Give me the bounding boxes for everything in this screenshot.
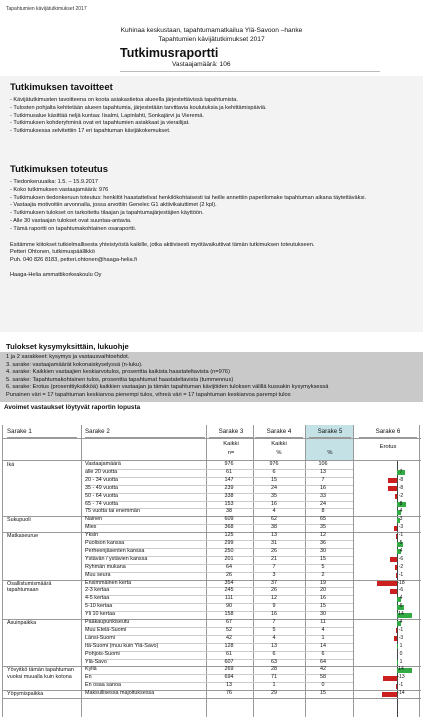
difference-value: 8 — [399, 500, 403, 507]
event-percent: 15 — [320, 603, 326, 610]
method-heading: Tutkimuksen toteutus — [10, 164, 108, 175]
goals-section — [10, 82, 415, 136]
row-label: 50 - 64 vuotta — [85, 492, 118, 499]
total-count: 26 — [226, 571, 232, 578]
total-percent: 12 — [271, 595, 277, 602]
difference-value: -3 — [398, 634, 404, 641]
total-percent: 62 — [271, 516, 277, 523]
note-line: Punainen väri = 17 tapahtuman keskiarvoa pienempi tulos, vihreä väri = 17 tapahtuman keskiarvoa parempi tulos — [6, 391, 291, 398]
table-row — [3, 666, 421, 674]
total-percent: 5 — [272, 626, 276, 633]
total-percent: 71 — [271, 674, 277, 681]
event-percent: 64 — [320, 658, 326, 665]
event-percent: 35 — [320, 524, 326, 531]
total-count: 269 — [224, 666, 234, 673]
total-count: 111 — [224, 595, 234, 602]
event-percent: 8 — [321, 508, 325, 515]
row-label: Pääkaupunkiseutu — [85, 619, 130, 625]
group-name: Osallistumismäärä tapahtumaan — [7, 580, 52, 593]
total-count: 61 — [226, 650, 232, 657]
difference-value: -1 — [398, 532, 404, 539]
total-percent: 16 — [271, 611, 277, 618]
difference-value: 4 — [399, 508, 403, 515]
table-row — [3, 627, 421, 635]
total-percent: 7 — [272, 619, 276, 625]
subhead: n= — [227, 450, 235, 456]
results-title: Tulokset kysymyksittäin, lukuohje — [6, 342, 129, 351]
table-row — [3, 556, 421, 564]
difference-bar-negative — [383, 676, 397, 681]
row-label: En — [85, 674, 92, 681]
table-row — [3, 485, 421, 493]
table-row — [3, 587, 421, 595]
difference-value: -6 — [398, 587, 404, 594]
table-row — [3, 540, 421, 548]
event-percent: 30 — [320, 547, 326, 554]
row-label: 20 - 34 vuotta — [85, 476, 118, 483]
total-percent: 37 — [271, 579, 277, 586]
total-count: 128 — [224, 642, 234, 649]
reading-notes — [0, 352, 423, 402]
difference-value: -1 — [398, 626, 404, 633]
total-count: 76 — [226, 690, 232, 697]
results-table — [2, 425, 420, 717]
table-row — [3, 572, 421, 580]
method-section — [10, 164, 415, 280]
difference-value: 5 — [399, 540, 403, 546]
table-row — [3, 461, 421, 469]
event-percent: 2 — [321, 571, 325, 578]
thanks-text: Esitämme kiitokset tutkielmallisesta yhteistyöstä kaikille, jotka aktiivisesti myötävaikuttivat tämän tutkimuksen toteutukseen. — [10, 241, 315, 248]
difference-value: -1 — [398, 571, 404, 578]
row-label: Yli 10 kertaa — [85, 611, 115, 618]
total-percent: 28 — [271, 666, 277, 673]
row-label: Ystävän / ystävien kanssa — [85, 555, 148, 562]
column-header: Sarake 5 — [309, 425, 351, 438]
column-header: Sarake 2 — [85, 425, 205, 438]
table-row — [3, 501, 421, 509]
event-percent: 58 — [320, 674, 326, 681]
total-count: 694 — [224, 674, 234, 681]
row-label: Ensimmäinen kerta — [85, 579, 132, 586]
total-count: 64 — [226, 563, 232, 570]
table-row — [3, 493, 421, 501]
row-label: alle 20 vuotta — [85, 468, 118, 475]
total-percent: 35 — [271, 492, 277, 499]
row-label: Länsi-Suomi — [85, 634, 115, 641]
total-percent: 63 — [271, 658, 277, 665]
row-label: Itä-Suomi (muu kuin Ylä-Savo) — [85, 642, 159, 649]
table-row — [3, 508, 421, 516]
event-percent: 65 — [320, 516, 326, 523]
event-percent: 13 — [320, 468, 326, 475]
event-percent: 0 — [321, 682, 325, 689]
difference-value: 4 — [399, 547, 403, 554]
event-percent: 6 — [321, 650, 325, 657]
event-percent: 4 — [321, 626, 325, 633]
method-line: - Vastaajia motivoitiin arvonnalla, jossa arvottiin Genelec G1 aktiivikaiuttimet (2 kpl). — [10, 202, 217, 209]
event-percent: 11 — [320, 619, 326, 625]
row-label: Kyllä — [85, 666, 97, 673]
total-percent: 38 — [271, 524, 277, 531]
row-label: Maksullisessa majoituksessa — [85, 690, 155, 697]
event-percent: 7 — [321, 476, 325, 483]
open-answers-note: Avoimet vastaukset löytyvät raportin lopusta — [4, 403, 141, 411]
total-percent: 31 — [271, 540, 277, 546]
method-line: - Tutkimuksen tiedonkeruun toteutus: henkilöt haastattelivat henkilökohtaisesti tai heille annettiin paperilomake tapahtuman aikana täytettäväksi. — [10, 194, 367, 201]
table-row — [3, 619, 421, 627]
total-percent: 4 — [272, 634, 276, 641]
note-line: 6. sarake: Erotus (prosenttiyksikköä) kaikkien vastaajan ja tämän tapahtuman kävijöiden tuloksen välillä kussakin kysymyksessä — [6, 384, 329, 391]
total-percent: 24 — [271, 484, 277, 491]
row-label: Perheenjäsenten kanssa — [85, 547, 145, 554]
method-line: - Koko tutkimuksen vastaajamäärä: 976 — [10, 186, 109, 193]
table-row — [3, 690, 421, 698]
difference-value: 4 — [399, 619, 403, 625]
contact-line: Petteri Ohtonen, tutkimuspäällikkö — [10, 249, 95, 256]
table-row — [3, 564, 421, 572]
row-label: 75 vuotta tai enemmän — [85, 508, 140, 515]
total-count: 147 — [224, 476, 234, 483]
total-count: 52 — [226, 626, 232, 633]
table-row — [3, 651, 421, 659]
difference-value: 3 — [399, 516, 403, 523]
total-count: 368 — [224, 524, 234, 531]
table-row — [3, 524, 421, 532]
total-percent: 21 — [271, 555, 277, 562]
group-divider — [3, 698, 421, 699]
event-percent: 33 — [320, 492, 326, 499]
difference-value: -3 — [398, 524, 404, 531]
total-count: 354 — [224, 579, 234, 586]
title-row — [120, 46, 380, 72]
event-percent: 15 — [320, 690, 326, 697]
total-percent: 1 — [272, 682, 276, 689]
contact-line: Puh. 040 826 8183, petteri.ohtonen@haaga-helia.fi — [10, 257, 137, 264]
difference-value: 14 — [398, 666, 404, 673]
difference-value: -8 — [398, 476, 404, 483]
goals-line: - Tulosten pohjalta kehitetään alueen tapahtumia, järjestetään tarvittavia koulutuksia ja kehittämispäiviä. — [10, 104, 267, 111]
difference-value: 14 — [398, 611, 404, 618]
total-count: 338 — [224, 492, 234, 499]
total-percent: 16 — [271, 500, 277, 507]
event-percent: 36 — [320, 540, 326, 546]
total-count: 609 — [224, 516, 234, 523]
table-row — [3, 682, 421, 690]
row-label: 4-5 kertaa — [85, 595, 110, 602]
goals-heading: Tutkimuksen tavoitteet — [10, 82, 113, 93]
difference-value: -8 — [398, 484, 404, 491]
total-percent: 26 — [271, 587, 277, 594]
table-row — [3, 477, 421, 485]
total-count: 13 — [226, 682, 232, 689]
difference-value: 1 — [399, 642, 403, 649]
table-row — [3, 674, 421, 682]
document-tag: Tapahtumien kävijätutkimukset 2017 — [6, 6, 87, 12]
column-header: Sarake 4 — [255, 425, 303, 438]
event-percent: 12 — [320, 532, 326, 539]
method-line: - Alle 30 vastaajan tulokset ovat suuntaa-antavia. — [10, 217, 132, 224]
goals-line: - Tutkimuksessa selvitettiin 17 eri tapahtuman kävijäkokemukset. — [10, 128, 171, 135]
event-percent: 30 — [320, 611, 326, 618]
table-row — [3, 580, 421, 588]
row-label: Puolison kanssa — [85, 540, 125, 546]
difference-value: -1 — [398, 682, 404, 689]
total-percent: 7 — [272, 563, 276, 570]
event-percent: 24 — [320, 500, 326, 507]
event-percent: 42 — [320, 666, 326, 673]
method-line: - Tiedonkeruuaika: 1.5. – 15.9.2017 — [10, 179, 99, 185]
event-percent: 14 — [320, 642, 326, 649]
difference-value: -14 — [397, 690, 405, 697]
difference-value: -18 — [397, 579, 405, 586]
header-divider — [3, 438, 421, 439]
subhead: Kaikki — [271, 441, 287, 447]
difference-value: -2 — [398, 492, 404, 499]
difference-value: 4 — [399, 595, 403, 602]
group-name: Ikä — [7, 462, 15, 468]
difference-value: 0 — [399, 650, 403, 657]
total-count: 250 — [224, 547, 234, 554]
total-count: 201 — [224, 555, 234, 562]
total-percent: 26 — [271, 547, 277, 554]
row-label: Nainen — [85, 516, 103, 523]
total-percent: 3 — [272, 571, 276, 578]
total-count: 245 — [224, 587, 234, 594]
event-percent: 106 — [318, 461, 328, 467]
row-label: 2-3 kertaa — [85, 587, 110, 594]
row-label: Vastaajamäärä — [85, 461, 121, 467]
row-label: 5-10 kertaa — [85, 603, 113, 610]
event-percent: 1 — [321, 634, 325, 641]
subhead: % — [327, 450, 333, 456]
goals-line: - Tutkimusalue käsittää neljä kuntaa: Iisalmi, Lapinlahti, Sonkajärvi ja Vieremä. — [10, 112, 204, 119]
total-percent: 976 — [269, 461, 279, 467]
total-count: 38 — [226, 508, 232, 515]
total-count: 299 — [224, 540, 234, 546]
respondent-count: Vastaajamäärä: 106 — [172, 61, 231, 68]
goals-line: - Kävijätutkimusten tavoitteena on koota asiakastietoa alueella järjestettävissä tapahtumista. — [10, 97, 238, 103]
table-row — [3, 603, 421, 611]
difference-value: 1 — [399, 658, 403, 665]
event-percent: 5 — [321, 563, 325, 570]
total-count: 125 — [224, 532, 234, 539]
table-row — [3, 659, 421, 667]
total-percent: 13 — [271, 642, 277, 649]
total-count: 239 — [224, 484, 234, 491]
difference-value: 7 — [399, 468, 403, 475]
event-percent: 15 — [320, 555, 326, 562]
table-row — [3, 643, 421, 651]
table-row — [3, 611, 421, 619]
total-percent: 9 — [272, 603, 276, 610]
table-row — [3, 595, 421, 603]
column-header: Sarake 6 — [359, 425, 417, 438]
total-percent: 4 — [272, 508, 276, 515]
report-header — [0, 26, 423, 44]
table-row — [3, 532, 421, 540]
contact-line: Haaga-Helia ammattikorkeakoulu Oy — [10, 271, 102, 278]
total-count: 90 — [226, 603, 232, 610]
row-label: 35 - 49 vuotta — [85, 484, 118, 491]
difference-value: -2 — [398, 563, 404, 570]
table-row — [3, 469, 421, 477]
table-row — [3, 548, 421, 556]
total-percent: 29 — [271, 690, 277, 697]
event-percent: 16 — [320, 484, 326, 491]
method-line: - Tutkimuksen tulokset on tarkoitettu tilaajan ja tapahtumajärjestäjien käyttöön. — [10, 210, 204, 217]
difference-bar-negative — [377, 581, 397, 586]
group-name: Matkaseurue — [7, 533, 39, 540]
total-count: 976 — [224, 461, 234, 467]
difference-value: -13 — [397, 674, 405, 681]
total-count: 158 — [224, 611, 234, 618]
total-percent: 13 — [271, 532, 277, 539]
subhead: Kaikki — [223, 441, 239, 447]
row-label: Yksin — [85, 532, 99, 539]
note-line: 1 ja 2 sarakkeet: kysymys ja vastausvaihtoehdot. — [6, 354, 130, 360]
total-count: 67 — [226, 619, 232, 625]
total-percent: 6 — [272, 650, 276, 657]
event-percent: 19 — [320, 579, 326, 586]
event-percent: 20 — [320, 587, 326, 594]
difference-value: -6 — [398, 555, 404, 562]
subhead: Erotus — [379, 444, 397, 450]
row-label: Ryhmän mukana — [85, 563, 126, 570]
difference-bar-negative — [382, 692, 397, 697]
total-count: 42 — [226, 634, 232, 641]
row-label: Muu seura — [85, 571, 111, 578]
row-label: Muu Etelä-Suomi — [85, 626, 127, 633]
table-row — [3, 516, 421, 524]
subhead: % — [276, 450, 282, 456]
note-line: 4. sarake: Kaikkien vastaajien keskiarvotulos, prosenttia kaikista haastateltavista (n=976) — [6, 369, 230, 376]
event-percent: 16 — [320, 595, 326, 602]
row-label: 65 - 74 vuotta — [85, 500, 118, 507]
difference-value: 6 — [399, 603, 403, 610]
total-count: 61 — [226, 468, 232, 475]
page-title: Tutkimusraportti — [120, 46, 219, 60]
total-count: 607 — [224, 658, 234, 665]
note-line: 5. sarake: Tapahtumakohtainen tulos, prosenttia tapahtumat haastateltavista (tummennus) — [6, 376, 234, 383]
column-header: Sarake 3 — [209, 425, 253, 438]
total-percent: 6 — [272, 468, 276, 475]
project-name: Kuhinaa keskustaan, tapahtumamatkailua Ylä-Savoon –hanke — [120, 27, 303, 34]
table-row — [3, 635, 421, 643]
total-percent: 15 — [271, 476, 277, 483]
row-label: Pohjois-Suomi — [85, 650, 120, 657]
total-count: 153 — [224, 500, 234, 507]
group-name: Yövyitkö tämän tapahtuman vuoksi muualla kuin kotona — [7, 667, 74, 680]
group-name: Yöpymispaikka — [7, 691, 44, 698]
row-label: En osaa sanoa — [85, 682, 121, 689]
column-header: Sarake 1 — [7, 425, 77, 438]
group-name: Asuinpaikka — [7, 620, 37, 626]
row-label: Mies — [85, 524, 97, 531]
row-label: Ylä-Savo — [85, 658, 107, 665]
results-guide — [0, 342, 423, 412]
group-name: Sukupuoli — [7, 517, 31, 524]
note-line: 3. sarake: vastaajamäärät kokonaiskyselyssä (n-luku). — [6, 361, 143, 368]
report-subtitle: Tapahtumien kävijätutkimukset 2017 — [158, 36, 265, 43]
method-line: - Tämä raportti on tapahtumakohtainen osaraportti. — [10, 225, 137, 232]
goals-line: - Tutkimuksen kohderyhminä ovat eri tapahtumien asiakkaat ja vierailijat. — [10, 120, 190, 127]
